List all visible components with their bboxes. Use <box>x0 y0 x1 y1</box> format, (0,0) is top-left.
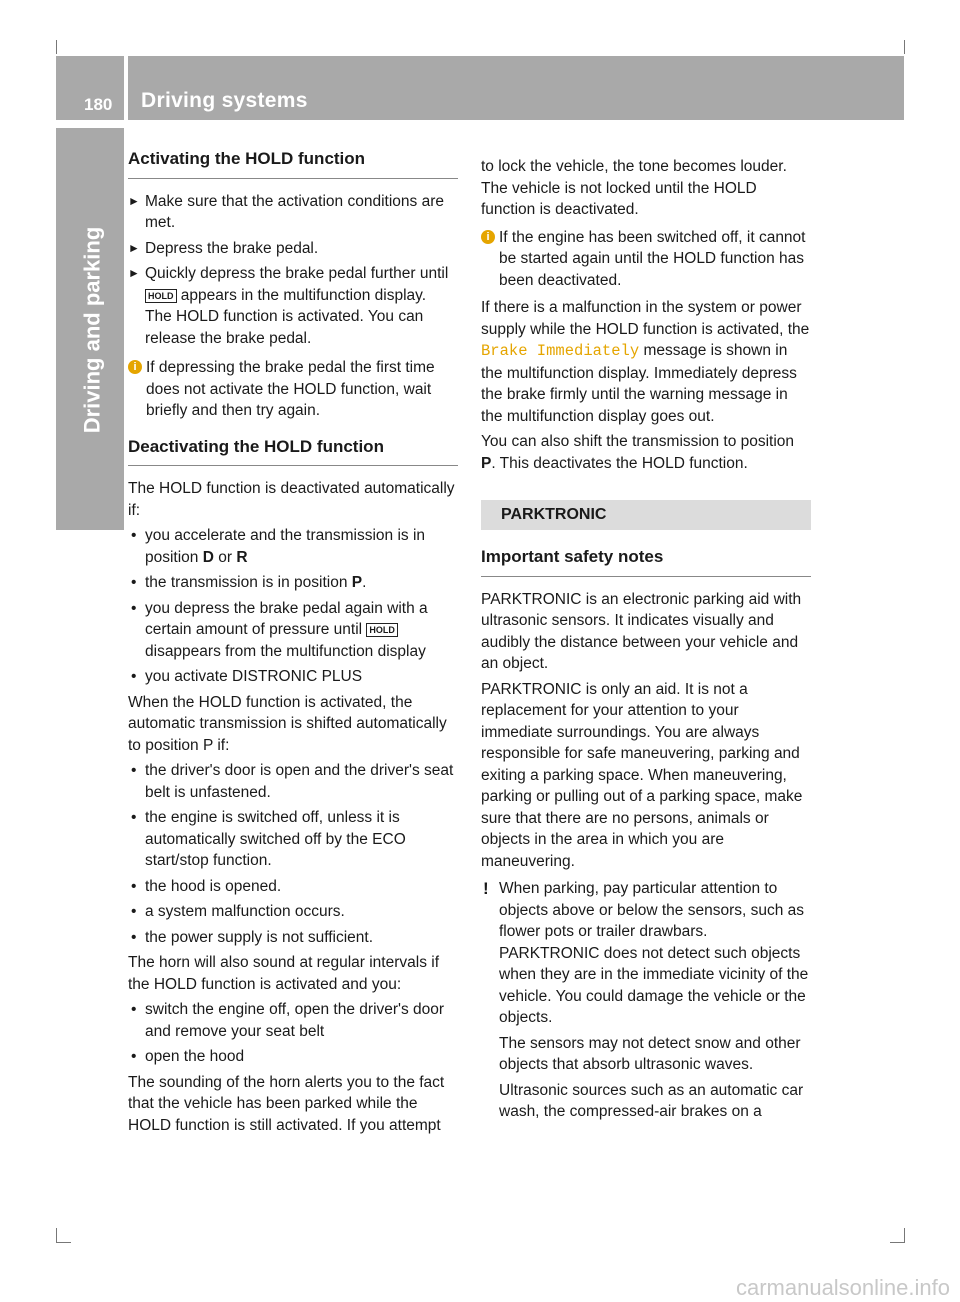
list-item: • open the hood <box>131 1048 245 1065</box>
step: ► Quickly depress the brake pedal further until HOLD appears in the multifunction display. The HOLD function is activated. You can release the brake pedal. <box>128 265 449 347</box>
list-item: • the driver's door is open and the driver's seat belt is unfastened. <box>131 762 454 801</box>
paragraph: The horn will also sound at regular intervals if the HOLD function is activated and you: <box>128 954 440 993</box>
heading-safety: Important safety notes <box>481 546 811 577</box>
warning-icon: ! <box>483 879 489 898</box>
list-item: • you activate DISTRONIC PLUS <box>131 668 363 685</box>
heading-deactivating: Deactivating the HOLD function <box>128 436 458 467</box>
list-item: • the transmission is in position P. <box>131 574 367 591</box>
list-item: • the engine is switched off, unless it is automatically switched off by the ECO start/stop function. <box>131 809 406 869</box>
hold-icon: HOLD <box>145 289 177 303</box>
list-item: • you accelerate and the transmission is in position D or R <box>131 527 426 566</box>
info-note: i If depressing the brake pedal the first time does not activate the HOLD function, wait briefly and then try again. <box>128 357 458 422</box>
step: ► Make sure that the activation conditions are met. <box>128 192 444 231</box>
list-item: • switch the engine off, open the driver's door and remove your seat belt <box>131 1001 445 1040</box>
paragraph: You can also shift the transmission to position P. This deactivates the HOLD function. <box>481 433 795 472</box>
heading-activating: Activating the HOLD function <box>128 148 458 179</box>
paragraph: to lock the vehicle, the tone becomes louder. The vehicle is not locked until the HOLD function is deactivated. <box>481 158 787 218</box>
arrow-icon: ► <box>128 266 140 280</box>
hold-icon: HOLD <box>366 623 398 637</box>
page-number: 180 <box>84 95 113 114</box>
paragraph: If there is a malfunction in the system or power supply while the HOLD function is activated, the Brake Immediately message is shown in the multifunction display. Immediately depress the brake firmly until the warning message in the multifunction display goes out. <box>481 299 810 425</box>
paragraph: Ultrasonic sources such as an automatic car wash, the compressed-air brakes on a <box>499 1081 804 1120</box>
paragraph: The HOLD function is deactivated automatically if: <box>128 480 455 519</box>
arrow-icon: ► <box>128 240 140 255</box>
warning-note: ! When parking, pay particular attention to objects above or below the sensors, such as flower pots or trailer drawbars. PARKTRONIC does not detect such objects when they are in the immediate vicinity of the vehicle. You could damage the vehicle or the objects. <box>483 879 809 1026</box>
crop-mark <box>904 40 905 54</box>
list-item: • you depress the brake pedal again with a certain amount of pressure until HOLD disappears from the multifunction display <box>131 599 428 660</box>
section-banner: PARKTRONIC <box>481 500 811 530</box>
list-item: • the hood is opened. <box>131 877 282 895</box>
info-icon: i <box>481 230 495 244</box>
crop-mark <box>56 40 57 54</box>
step-result: The HOLD function is activated. You can release the brake pedal. <box>145 308 424 347</box>
left-column <box>128 148 458 1140</box>
arrow-icon: ► <box>128 193 140 208</box>
running-head: Driving systems <box>141 89 308 112</box>
right-column <box>481 156 811 1127</box>
step: ► Depress the brake pedal. <box>128 238 458 260</box>
info-icon: i <box>128 360 142 374</box>
display-message: Brake Immediately <box>481 342 640 360</box>
header-separator <box>124 56 128 120</box>
paragraph: PARKTRONIC is an electronic parking aid with ultrasonic sensors. It indicates visually and audibly the distance between your vehicle and an object. <box>481 590 802 672</box>
paragraph: The sensors may not detect snow and other objects that absorb ultrasonic waves. <box>499 1034 801 1073</box>
watermark: carmanualsonline.info <box>735 1274 950 1300</box>
paragraph: When the HOLD function is activated, the automatic transmission is shifted automatically to position P if: <box>128 693 447 754</box>
info-note: i If the engine has been switched off, it cannot be started again until the HOLD function has been deactivated. <box>481 227 811 292</box>
side-tab-label: Driving and parking <box>79 226 105 434</box>
paragraph: PARKTRONIC is only an aid. It is not a replacement for your attention to your immediate surroundings. You are always responsible for safe maneuvering, parking and exiting a parking space. When maneuvering, parking or pulling out of a parking space, make sure that there are no persons, animals or objects in the area in which you are maneuvering. <box>481 680 803 870</box>
paragraph: The sounding of the horn alerts you to the fact that the vehicle has been parked while the HOLD function is still activated. If you attempt <box>128 1073 445 1134</box>
crop-mark <box>56 1228 71 1243</box>
list-item: • a system malfunction occurs. <box>131 903 345 920</box>
list-item: • the power supply is not sufficient. <box>131 928 374 946</box>
crop-mark <box>890 1228 905 1243</box>
